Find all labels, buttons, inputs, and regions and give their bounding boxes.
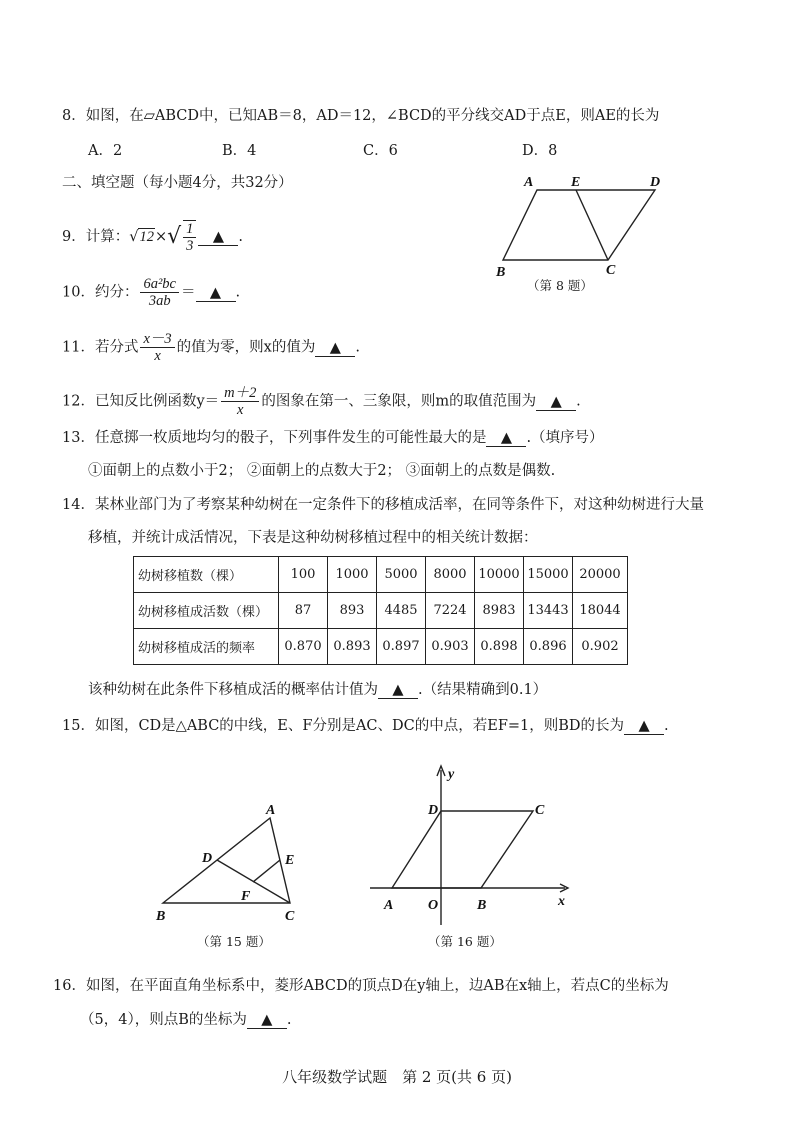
q15-answer-blank[interactable]: ▲ (624, 718, 664, 735)
q9 (62, 220, 243, 254)
table-cell: 5000 (377, 557, 426, 593)
q10-prefix: 10．约分： (62, 284, 139, 301)
table-row-header: 幼树移植成活数（棵） (134, 593, 279, 629)
table-cell: 1000 (328, 557, 377, 593)
parallelogram-abcd (503, 190, 655, 260)
page-footer: 八年级数学试题 第 2 页(共 6 页) (282, 1068, 512, 1086)
fig16-label-b: B (477, 898, 487, 913)
table-cell: 15000 (524, 557, 573, 593)
q11 (62, 331, 360, 364)
q9-answer-blank[interactable]: ▲ (198, 229, 238, 246)
fig16-label-c: C (535, 803, 545, 818)
q16-line2-text: （5，4），则点B的坐标为 (80, 1012, 247, 1028)
q13-text: 13．任意掷一枚质地均匀的骰子，下列事件发生的可能性最大的是 (62, 430, 487, 446)
segment-ef (253, 860, 280, 882)
table-cell: 0.896 (524, 629, 573, 665)
q12-frac-num: m＋2 (221, 385, 259, 402)
q13-answer-blank[interactable]: ▲ (486, 430, 526, 447)
table-cell: 0.898 (475, 629, 524, 665)
q14-line2: 移植，并统计成活情况，下表是这种幼树移植过程中的相关统计数据： (88, 530, 538, 546)
q11-prefix: 11．若分式 (62, 339, 139, 356)
q9-times: × (154, 229, 168, 245)
table-cell: 0.897 (377, 629, 426, 665)
q15-text: 15．如图，CD是△ABC的中线，E、F分别是AC、DC的中点，若EF=1，则BD的长为 (62, 718, 625, 734)
q11-frac-num: x－3 (140, 331, 174, 348)
q16-answer-blank[interactable]: ▲ (247, 1012, 287, 1029)
q10-frac-den: 3ab (148, 293, 171, 309)
q15-suffix: . (664, 718, 669, 734)
q8-option-c: C．6 (363, 143, 398, 159)
table-cell: 0.903 (426, 629, 475, 665)
sqrt-sign-icon-2: √ (167, 224, 182, 249)
fig16-caption: （第 16 题） (428, 934, 502, 949)
q12 (62, 385, 581, 418)
q14-conclusion-text: 该种幼树在此条件下移植成活的概率估计值为 (88, 682, 378, 698)
q14-conclusion (88, 680, 547, 700)
q9-frac-num: 1 (183, 221, 196, 238)
fig15-label-f: F (241, 889, 251, 904)
fig15-label-c: C (285, 909, 295, 924)
q9-fraction (183, 220, 196, 254)
q9-frac-den: 3 (186, 238, 194, 254)
fig16-label-d: D (428, 803, 439, 818)
section-heading: 二、填空题（每小题4分，共32分） (62, 175, 293, 191)
table-row-header: 幼树移植数（棵） (134, 557, 279, 593)
q11-frac-den: x (154, 348, 161, 364)
q16-line2 (80, 1010, 291, 1030)
table-row (134, 629, 628, 665)
q14-line1: 14．某林业部门为了考察某种幼树在一定条件下的移植成活率，在同等条件下，对这种幼树进行大量 (62, 497, 704, 513)
q12-middle: 的图象在第一、三象限，则m的取值范围为 (261, 393, 537, 410)
fig16-label-x: x (558, 894, 565, 909)
q15 (62, 716, 669, 736)
fig8-label-b: B (496, 265, 506, 280)
table-row-header: 幼树移植成活的频率 (134, 629, 279, 665)
figure-16 (365, 760, 580, 935)
table-cell: 0.870 (279, 629, 328, 665)
figure-15 (150, 800, 320, 930)
q9-suffix: . (238, 229, 244, 245)
q11-answer-blank[interactable]: ▲ (315, 340, 355, 357)
q14-answer-blank[interactable]: ▲ (378, 682, 418, 699)
fig8-label-a: A (524, 175, 534, 190)
fig16-label-a: A (384, 898, 394, 913)
table-cell: 20000 (573, 557, 628, 593)
fig16-label-o: O (428, 898, 439, 913)
q10-suffix: . (235, 284, 241, 301)
q14-data-table (133, 556, 628, 665)
table-cell: 7224 (426, 593, 475, 629)
sqrt-sign-icon: √ (129, 229, 139, 245)
q12-suffix: . (576, 393, 581, 410)
q8-option-a: A．2 (88, 143, 123, 159)
fig15-label-a: A (266, 803, 276, 818)
table-cell: 8000 (426, 557, 475, 593)
q8-text: 8．如图，在▱ABCD中，已知AB＝8，AD＝12，∠BCD的平分线交AD于点E，则AE的长为 (62, 108, 660, 124)
q13 (62, 428, 604, 448)
q8-option-b: B．4 (222, 143, 257, 159)
q13-suffix: .（填序号） (526, 430, 604, 446)
q9-radicand: 12 (139, 229, 154, 245)
q10-answer-blank[interactable]: ▲ (196, 285, 236, 302)
fig8-label-c: C (606, 263, 616, 278)
q12-answer-blank[interactable]: ▲ (536, 394, 576, 411)
q12-frac-den: x (237, 402, 244, 418)
q12-fraction (221, 385, 259, 418)
fig15-caption: （第 15 题） (197, 934, 271, 949)
q11-middle: 的值为零，则x的值为 (176, 339, 316, 356)
fig15-label-b: B (156, 909, 166, 924)
q10-fraction (140, 276, 179, 309)
fig15-label-d: D (202, 851, 213, 866)
segment-ce (576, 190, 608, 260)
q14-suffix: .（结果精确到0.1） (418, 682, 548, 698)
rhombus-abcd (392, 811, 533, 888)
q11-suffix: . (355, 339, 360, 356)
table-cell: 0.893 (328, 629, 377, 665)
table-cell: 87 (279, 593, 328, 629)
table-cell: 13443 (524, 593, 573, 629)
q9-prefix: 9．计算： (62, 229, 130, 245)
q12-prefix: 12．已知反比例函数y＝ (62, 393, 220, 410)
q10 (62, 276, 240, 309)
fig8-label-e: E (571, 175, 581, 190)
q16-suffix: . (286, 1012, 292, 1028)
q11-fraction (140, 331, 174, 364)
table-cell: 4485 (377, 593, 426, 629)
triangle-abc (163, 818, 290, 903)
fig8-caption: （第 8 题） (527, 278, 593, 293)
table-cell: 8983 (475, 593, 524, 629)
table-cell: 0.902 (573, 629, 628, 665)
fig16-label-y: y (448, 767, 455, 782)
q10-frac-num: 6a²bc (140, 276, 179, 293)
table-row (134, 593, 628, 629)
q13-items: ①面朝上的点数小于2； ②面朝上的点数大于2； ③面朝上的点数是偶数. (88, 463, 556, 479)
table-cell: 100 (279, 557, 328, 593)
table-cell: 10000 (475, 557, 524, 593)
fig8-label-d: D (650, 175, 661, 190)
table-cell: 893 (328, 593, 377, 629)
table-cell: 18044 (573, 593, 628, 629)
fig15-label-e: E (285, 853, 295, 868)
q16-line1: 16．如图，在平面直角坐标系中，菱形ABCD的顶点D在y轴上，边AB在x轴上，若点C的坐标为 (53, 978, 669, 994)
table-row (134, 557, 628, 593)
q10-equals: ＝ (181, 284, 196, 301)
q8-option-d: D．8 (522, 143, 558, 159)
